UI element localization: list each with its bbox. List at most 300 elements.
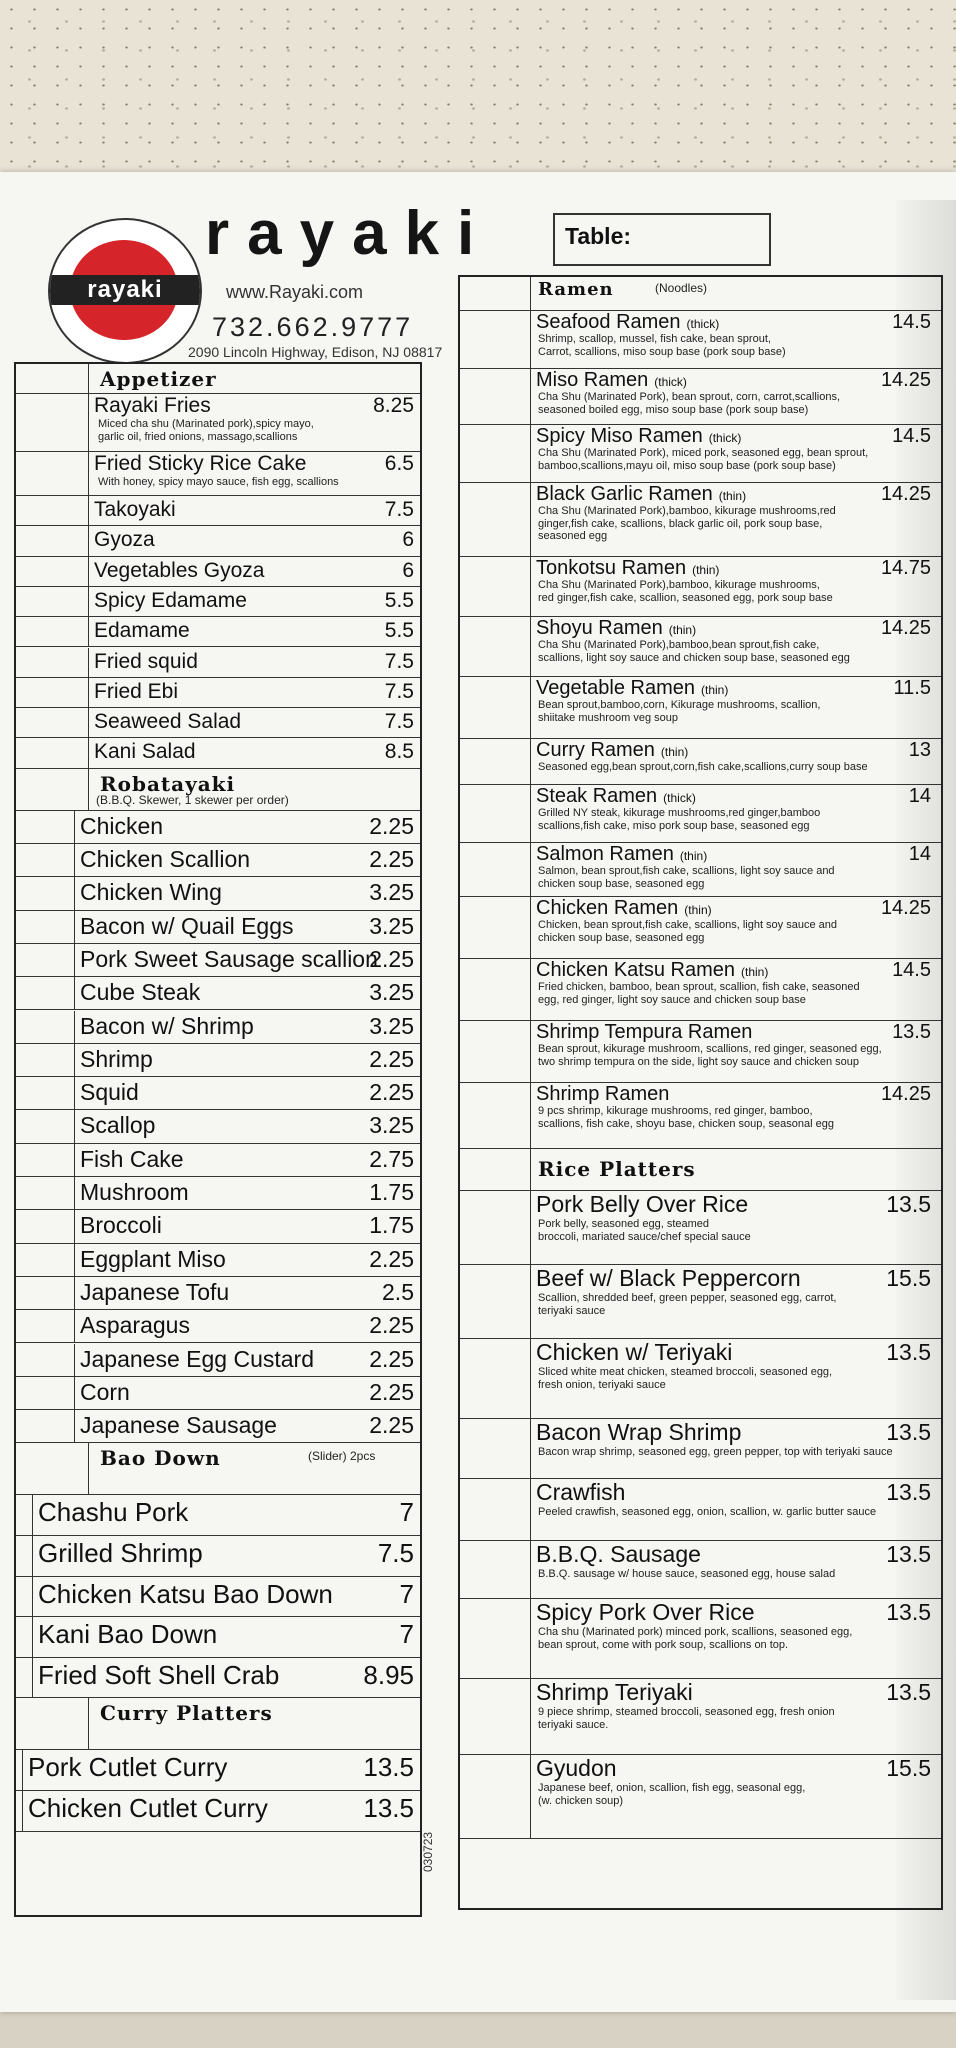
row-number-cell <box>460 785 531 842</box>
row-number-cell <box>460 1083 531 1148</box>
menu-item-row <box>16 1495 420 1536</box>
menu-item-row <box>460 1541 941 1599</box>
item-description: Cha Shu (Marinated Pork),bamboo, kikurage mushrooms, red ginger,fish cake, scallion, seasoned egg, pork soup base <box>538 579 833 604</box>
row-number-cell <box>460 959 531 1020</box>
item-noodle-type: (thin) <box>740 965 769 979</box>
item-price: 7 <box>399 1578 414 1609</box>
item-name: Chicken Ramen (thin) <box>536 897 712 919</box>
item-name: Shoyu Ramen (thin) <box>536 617 697 639</box>
item-price: 6 <box>402 528 414 552</box>
left-menu-column <box>14 362 422 1917</box>
row-number-cell <box>16 1698 89 1749</box>
section-title: Appetizer <box>100 367 217 391</box>
item-name: Tonkotsu Ramen (thin) <box>536 557 720 579</box>
item-name: Eggplant Miso <box>80 1245 226 1272</box>
empty-row <box>16 1832 420 1870</box>
menu-item-row <box>460 897 941 959</box>
item-price: 8.95 <box>363 1659 414 1690</box>
item-price: 13.5 <box>886 1191 931 1217</box>
section-subtitle: (Noodles) <box>655 281 708 295</box>
menu-item-row <box>16 844 420 877</box>
menu-item-row <box>16 452 420 496</box>
row-number-cell <box>460 739 531 784</box>
item-description: Pork belly, seasoned egg, steamed broccoli, mariated sauce/chef special sauce <box>538 1218 751 1243</box>
row-number-cell <box>16 877 75 909</box>
item-price: 14.5 <box>892 311 931 333</box>
row-number-cell <box>16 769 89 810</box>
menu-item-row <box>16 1750 420 1791</box>
item-price: 3.25 <box>369 912 414 939</box>
item-price: 13.5 <box>892 1021 931 1043</box>
item-price: 13.5 <box>886 1339 931 1365</box>
item-price: 13.5 <box>363 1752 414 1783</box>
menu-item-row <box>16 911 420 944</box>
item-noodle-type: (thick) <box>654 375 687 389</box>
row-number-cell <box>460 1755 531 1838</box>
menu-item-row <box>16 877 420 910</box>
item-description: Bacon wrap shrimp, seasoned egg, green pepper, top with teriyaki sauce <box>538 1446 893 1458</box>
menu-item-row <box>460 1419 941 1479</box>
menu-item-row <box>16 1410 420 1443</box>
row-number-cell <box>16 1210 75 1242</box>
menu-item-row <box>16 1536 420 1577</box>
row-number-cell <box>16 1144 75 1176</box>
item-description: Salmon, bean sprout,fish cake, scallions, light soy sauce and chicken soup base, seasoned egg <box>538 865 835 890</box>
menu-item-row <box>16 1310 420 1343</box>
menu-item-row <box>16 811 420 844</box>
menu-item-row <box>460 425 941 483</box>
item-price: 13 <box>908 739 931 761</box>
item-price: 5.5 <box>384 588 414 612</box>
row-number-cell <box>460 1479 531 1540</box>
menu-item-row <box>16 977 420 1010</box>
row-number-cell <box>460 897 531 958</box>
item-price: 5.5 <box>384 619 414 643</box>
section-title: Rice Platters <box>538 1157 696 1181</box>
item-price: 1.75 <box>369 1179 414 1205</box>
item-noodle-type: (thin) <box>701 683 729 697</box>
menu-item-row <box>16 1577 420 1618</box>
item-price: 7.5 <box>377 1538 414 1568</box>
item-price: 2.25 <box>369 1312 414 1339</box>
menu-item-row <box>16 587 420 617</box>
menu-item-row <box>16 1144 420 1177</box>
table-number-field[interactable] <box>553 213 771 266</box>
menu-item-row <box>16 708 420 738</box>
item-name: Fried squid <box>94 649 198 673</box>
section-header-row <box>16 1698 420 1750</box>
item-description: Chicken, bean sprout,fish cake, scallions, light soy sauce and chicken soup base, seasoned egg <box>538 919 837 944</box>
item-noodle-type: (thin) <box>668 623 697 637</box>
section-header-row <box>16 769 420 811</box>
item-price: 7 <box>399 1619 414 1650</box>
row-number-cell <box>460 1265 531 1338</box>
row-number-cell <box>16 452 89 495</box>
brand-title: rayaki <box>205 199 493 268</box>
item-name: Chicken Katsu Bao Down <box>38 1578 333 1609</box>
item-name: Asparagus <box>80 1312 190 1339</box>
item-price: 13.5 <box>886 1479 931 1505</box>
row-number-cell <box>16 811 75 843</box>
item-price: 14.25 <box>880 617 931 639</box>
menu-item-row <box>16 617 420 647</box>
item-name: Vegetables Gyoza <box>94 558 265 582</box>
row-number-cell <box>16 364 89 393</box>
item-price: 7.5 <box>384 679 414 703</box>
row-number-cell <box>460 557 531 616</box>
item-price: 13.5 <box>886 1679 931 1705</box>
menu-item-row <box>16 1011 420 1044</box>
row-number-cell <box>16 1658 33 1698</box>
website: www.Rayaki.com <box>226 282 364 302</box>
item-name: Curry Ramen (thin) <box>536 739 689 761</box>
item-price: 13.5 <box>886 1419 931 1445</box>
row-number-cell <box>16 738 89 767</box>
row-number-cell <box>16 587 89 616</box>
row-number-cell <box>16 557 89 586</box>
menu-item-row <box>460 311 941 369</box>
row-number-cell <box>460 1149 531 1190</box>
item-name: Chicken <box>80 812 164 839</box>
row-number-cell <box>460 277 531 310</box>
row-number-cell <box>16 1044 75 1076</box>
menu-item-row <box>16 678 420 708</box>
item-price: 2.25 <box>369 1079 414 1106</box>
row-number-cell <box>460 1679 531 1754</box>
item-description: Cha Shu (Marinated Pork), miced pork, seasoned egg, bean sprout, bamboo,scallions,mayu oil, miso soup base (pork soup base) <box>538 447 869 472</box>
row-number-cell <box>16 1077 75 1109</box>
item-price: 14.5 <box>892 425 931 447</box>
menu-item-row <box>460 1755 941 1839</box>
row-number-cell <box>16 977 75 1009</box>
item-name: Chicken Cutlet Curry <box>28 1793 268 1824</box>
row-number-cell <box>460 677 531 738</box>
row-number-cell <box>16 1617 33 1657</box>
row-number-cell <box>460 1419 531 1478</box>
menu-item-row <box>16 1377 420 1410</box>
menu-item-row <box>16 1177 420 1210</box>
item-price: 7 <box>399 1497 414 1528</box>
row-number-cell <box>16 617 89 646</box>
item-price: 15.5 <box>886 1265 931 1291</box>
item-price: 3.25 <box>369 879 414 906</box>
item-noodle-type: (thin) <box>692 563 720 577</box>
menu-item-row <box>460 785 941 843</box>
item-price: 2.25 <box>369 812 414 839</box>
menu-item-row <box>460 1479 941 1541</box>
item-description: 9 piece shrimp, steamed broccoli, seasoned egg, fresh onion teriyaki sauce. <box>538 1706 835 1731</box>
row-number-cell <box>460 425 531 482</box>
menu-item-row <box>460 557 941 617</box>
item-price: 1.75 <box>369 1212 414 1239</box>
item-price: 14 <box>908 843 931 865</box>
row-number-cell <box>16 1344 75 1376</box>
item-noodle-type: (thin) <box>660 745 689 759</box>
row-number-cell <box>460 483 531 556</box>
item-price: 2.25 <box>369 846 414 872</box>
item-price: 7.5 <box>384 649 414 673</box>
item-name: Japanese Sausage <box>80 1412 277 1439</box>
row-number-cell <box>16 1011 75 1043</box>
menu-item-row <box>16 557 420 587</box>
menu-item-row <box>460 1021 941 1083</box>
section-subtitle: (Slider) 2pcs <box>308 1449 376 1464</box>
item-price: 3.25 <box>369 979 414 1006</box>
item-name: Cube Steak <box>80 979 201 1006</box>
item-noodle-type: (thin) <box>684 903 712 917</box>
item-description: Japanese beef, onion, scallion, fish egg, seasonal egg, (w. chicken soup) <box>538 1782 806 1807</box>
item-price: 13.5 <box>363 1793 414 1824</box>
item-description: Miced cha shu (Marinated pork),spicy mayo, garlic oil, fried onions, massago,scallions <box>98 418 314 443</box>
menu-item-row <box>460 1339 941 1419</box>
menu-item-row <box>460 959 941 1021</box>
item-name: Mushroom <box>80 1179 189 1205</box>
row-number-cell <box>16 844 75 876</box>
row-number-cell <box>16 1310 75 1342</box>
menu-item-row <box>460 1265 941 1339</box>
item-name: Squid <box>80 1079 139 1106</box>
item-description: Bean sprout,bamboo,corn, Kikurage mushrooms, scallion, shiitake mushroom veg soup <box>538 699 821 724</box>
item-price: 2.25 <box>369 1378 414 1405</box>
item-name: Crawfish <box>536 1479 626 1505</box>
item-description: Fried chicken, bamboo, bean sprout, scallion, fish cake, seasoned egg, red ginger, light soy sauce and chicken soup base <box>538 981 860 1006</box>
countertop-background <box>0 0 956 190</box>
section-header-row <box>460 277 941 311</box>
menu-item-row <box>16 1044 420 1077</box>
row-number-cell <box>460 1191 531 1264</box>
item-name: B.B.Q. Sausage <box>536 1541 701 1567</box>
item-description: Scallion, shredded beef, green pepper, seasoned egg, carrot, teriyaki sauce <box>538 1292 837 1317</box>
menu-item-row <box>460 739 941 785</box>
item-name: Shrimp Tempura Ramen <box>536 1021 753 1043</box>
item-name: Bacon w/ Shrimp <box>80 1012 254 1039</box>
menu-item-row <box>16 738 420 768</box>
item-name: Kani Bao Down <box>38 1619 218 1650</box>
item-name: Japanese Egg Custard <box>80 1345 314 1372</box>
item-noodle-type: (thin) <box>718 489 747 503</box>
item-name: Shrimp Teriyaki <box>536 1679 693 1705</box>
item-price: 14.25 <box>880 897 931 919</box>
section-header-row <box>16 364 420 394</box>
item-price: 7.5 <box>384 498 414 521</box>
item-name: Japanese Tofu <box>80 1278 230 1305</box>
row-number-cell <box>460 369 531 424</box>
item-price: 11.5 <box>893 677 931 699</box>
row-number-cell <box>16 1410 75 1442</box>
item-name: Spicy Edamame <box>94 588 247 612</box>
item-name: Takoyaki <box>94 498 176 521</box>
row-number-cell <box>16 1495 33 1535</box>
item-price: 14.25 <box>880 483 931 505</box>
item-noodle-type: (thick) <box>708 431 742 445</box>
item-description: 9 pcs shrimp, kikurage mushrooms, red ginger, bamboo, scallions, fish cake, shoyu base, chicken soup, seasonal egg <box>538 1105 834 1130</box>
item-description: Cha Shu (Marinated Pork),bamboo,bean sprout,fish cake, scallions, light soy sauce and chicken soup base, seasoned egg <box>538 639 850 664</box>
logo-icon <box>48 218 202 364</box>
item-price: 2.25 <box>369 1345 414 1372</box>
row-number-cell <box>460 1339 531 1418</box>
item-price: 13.5 <box>886 1599 931 1625</box>
item-name: Shrimp <box>80 1045 153 1072</box>
item-noodle-type: (thick) <box>686 317 720 331</box>
item-price: 7.5 <box>384 710 414 734</box>
item-name: Chicken w/ Teriyaki <box>536 1339 733 1365</box>
row-number-cell <box>16 526 89 555</box>
section-title: Curry Platters <box>100 1701 273 1726</box>
row-number-cell <box>16 1577 33 1617</box>
item-price: 14.75 <box>880 557 931 579</box>
item-description: Cha Shu (Marinated Pork), bean sprout, corn, carrot,scallions, seasoned boiled egg, miso soup base (pork soup base) <box>538 391 841 416</box>
table-label: Table: <box>565 223 632 249</box>
item-price: 3.25 <box>369 1112 414 1139</box>
section-title: Ramen <box>538 279 614 300</box>
item-name: Vegetable Ramen (thin) <box>536 677 729 699</box>
row-number-cell <box>460 1599 531 1678</box>
item-name: Kani Salad <box>94 740 196 764</box>
item-price: 14.5 <box>892 959 931 981</box>
item-name: Grilled Shrimp <box>38 1538 203 1568</box>
menu-item-row <box>16 1658 420 1699</box>
item-price: 14 <box>908 785 931 807</box>
row-number-cell <box>16 678 89 707</box>
item-price: 2.5 <box>382 1278 414 1305</box>
row-number-cell <box>16 1377 75 1409</box>
item-name: Black Garlic Ramen (thin) <box>536 483 747 505</box>
section-subtitle: (B.B.Q. Skewer, 1 skewer per order) <box>96 792 289 807</box>
section-header-row <box>16 1443 420 1495</box>
logo-text: rayaki <box>50 275 200 305</box>
row-number-cell <box>460 311 531 368</box>
menu-item-row <box>16 648 420 678</box>
item-name: Spicy Miso Ramen (thick) <box>536 425 742 447</box>
item-description: With honey, spicy mayo sauce, fish egg, scallions <box>98 476 339 488</box>
row-number-cell <box>16 1536 33 1576</box>
row-number-cell <box>16 944 75 976</box>
row-number-cell <box>16 911 75 943</box>
menu-item-row <box>16 394 420 452</box>
menu-item-row <box>16 1344 420 1377</box>
item-description: Peeled crawfish, seasoned egg, onion, scallion, w. garlic butter sauce <box>538 1506 877 1518</box>
item-name: Bacon Wrap Shrimp <box>536 1419 742 1445</box>
item-price: 2.25 <box>369 1412 414 1439</box>
menu-item-row <box>460 1599 941 1679</box>
menu-item-row <box>460 617 941 677</box>
item-name: Pork Belly Over Rice <box>536 1191 749 1217</box>
menu-item-row <box>460 843 941 897</box>
menu-item-row <box>16 944 420 977</box>
item-name: Chicken Wing <box>80 879 222 906</box>
item-price: 6 <box>402 558 414 582</box>
row-number-cell <box>16 1177 75 1209</box>
row-number-cell <box>16 1791 23 1831</box>
item-price: 14.25 <box>880 1083 931 1105</box>
menu-item-row <box>16 1244 420 1277</box>
row-number-cell <box>16 648 89 677</box>
menu-item-row <box>16 1277 420 1310</box>
row-number-cell <box>460 1021 531 1082</box>
item-name: Fried Soft Shell Crab <box>38 1659 280 1690</box>
item-description: Cha Shu (Marinated Pork),bamboo, kikurage mushrooms,red ginger,fish cake, scallions, black garlic oil, pork soup base, seasoned egg <box>538 505 836 542</box>
item-description: Sliced white meat chicken, steamed broccoli, seasoned egg, fresh onion, teriyaki sauce <box>538 1366 833 1391</box>
item-name: Scallop <box>80 1112 156 1139</box>
item-name: Gyoza <box>94 528 155 552</box>
item-name: Beef w/ Black Peppercorn <box>536 1265 801 1291</box>
menu-item-row <box>460 677 941 739</box>
item-price: 13.5 <box>886 1541 931 1567</box>
item-name: Seaweed Salad <box>94 710 242 734</box>
form-code: 030723 <box>421 1831 435 1872</box>
item-price: 8.25 <box>373 394 414 417</box>
address: 2090 Lincoln Highway, Edison, NJ 08817 <box>188 344 443 360</box>
section-header-row <box>460 1149 941 1191</box>
item-name: Pork Sweet Sausage scallion <box>80 945 378 972</box>
item-price: 2.25 <box>369 945 414 972</box>
row-number-cell <box>460 617 531 676</box>
menu-item-row <box>16 1791 420 1832</box>
row-number-cell <box>16 1244 75 1276</box>
menu-item-row <box>460 483 941 557</box>
item-price: 3.25 <box>369 1012 414 1039</box>
row-number-cell <box>16 1277 75 1309</box>
item-noodle-type: (thin) <box>679 849 708 863</box>
row-number-cell <box>16 1443 89 1494</box>
item-name: Shrimp Ramen <box>536 1083 670 1105</box>
item-description: Bean sprout, kikurage mushroom, scallions, red ginger, seasoned egg, two shrimp tempura on the side, light soy sauce and chicken soup <box>538 1043 882 1068</box>
item-price: 8.5 <box>384 740 414 764</box>
phone-number: 732.662.9777 <box>212 312 414 342</box>
menu-item-row <box>460 1191 941 1265</box>
item-name: Chicken Scallion <box>80 846 251 872</box>
menu-item-row <box>16 1110 420 1143</box>
item-price: 2.25 <box>369 1045 414 1072</box>
item-name: Edamame <box>94 619 190 643</box>
row-number-cell <box>16 394 89 451</box>
item-name: Pork Cutlet Curry <box>28 1752 228 1783</box>
menu-item-row <box>16 1617 420 1658</box>
item-name: Corn <box>80 1378 130 1405</box>
item-price: 6.5 <box>384 452 414 475</box>
row-number-cell <box>16 496 89 525</box>
row-number-cell <box>16 1110 75 1142</box>
item-name: Broccoli <box>80 1212 162 1239</box>
item-description: Shrimp, scallop, mussel, fish cake, bean sprout, Carrot, scallions, miso soup base (pork soup base) <box>538 333 786 358</box>
item-name: Fried Ebi <box>94 679 179 703</box>
item-price: 2.75 <box>369 1145 414 1172</box>
item-description: Grilled NY steak, kikurage mushrooms,red ginger,bamboo scallions,fish cake, miso pork soup base, seasoned egg <box>538 807 821 832</box>
item-name: Salmon Ramen (thin) <box>536 843 708 865</box>
menu-item-row <box>460 1083 941 1149</box>
menu-item-row <box>16 1077 420 1110</box>
item-noodle-type: (thick) <box>663 791 696 805</box>
item-name: Rayaki Fries <box>94 394 211 417</box>
item-price: 15.5 <box>886 1755 931 1781</box>
item-name: Chashu Pork <box>38 1497 189 1528</box>
item-name: Fried Sticky Rice Cake <box>94 452 307 475</box>
item-name: Spicy Pork Over Rice <box>536 1599 755 1625</box>
item-price: 2.25 <box>369 1245 414 1272</box>
item-name: Gyudon <box>536 1755 617 1781</box>
menu-item-row <box>16 496 420 526</box>
item-name: Bacon w/ Quail Eggs <box>80 912 294 939</box>
item-name: Fish Cake <box>80 1145 184 1172</box>
menu-item-row <box>16 526 420 556</box>
row-number-cell <box>16 1750 23 1790</box>
item-description: Cha shu (Marinated pork) minced pork, scallions, seasoned egg, bean sprout, come with pork soup, scallions on top. <box>538 1626 853 1651</box>
menu-item-row <box>16 1210 420 1243</box>
section-title: Robatayaki <box>100 771 236 796</box>
item-name: Seafood Ramen (thick) <box>536 311 720 333</box>
section-title: Bao Down <box>100 1446 221 1471</box>
menu-item-row <box>460 1679 941 1755</box>
